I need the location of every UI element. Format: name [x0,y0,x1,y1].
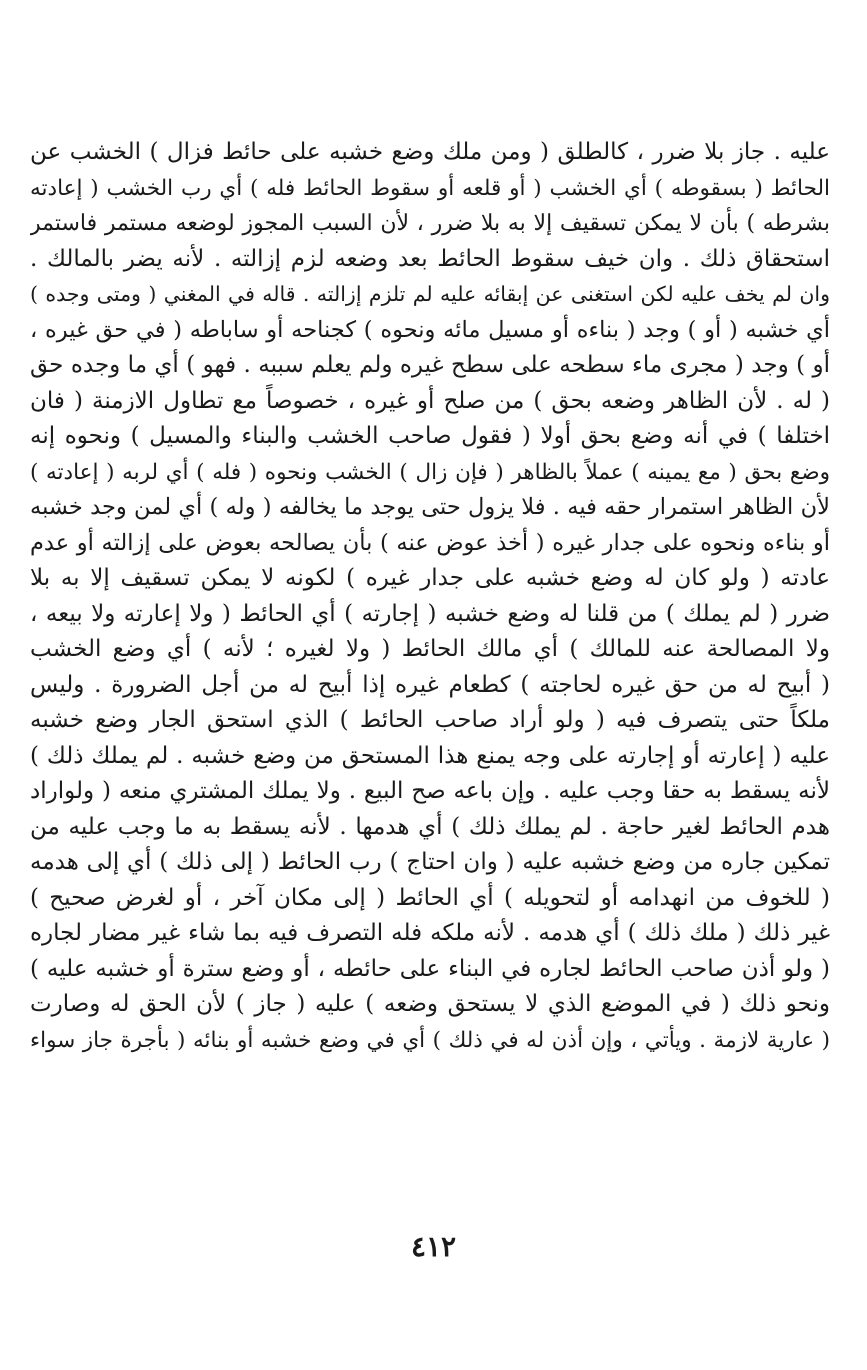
text-line: لأن الظاهر استمرار حقه فيه . فلا يزول حتى يوجد ما يخالفه ( وله ) أي لمن وجد خشبه [30,494,830,520]
text-line: أي خشبه ( أو ) وجد ( بناءه أو مسيل مائه ونحوه ) كجناحه أو ساباطه ( في حق غيره ، [30,316,830,343]
text-line: استحقاق ذلك . وان خيف سقوط الحائط بعد وضعه لزم إزالته . لأنه يضر بالمالك . [30,245,830,272]
text-line: اختلفا ) في أنه وضع بحق أولا ( فقول صاحب الخشب والبناء والمسيل ) ونحوه إنه [30,423,830,449]
text-line: وضع بحق ( مع يمينه ) عملاً بالظاهر ( فإن زال ) الخشب ونحوه ( فله ) أي لربه ( إعادته ) [30,459,830,485]
text-line: الحائط ( بسقوطه ) أي الخشب ( أو قلعه أو سقوط الحائط فله ) أي رب الخشب ( إعادته [30,175,830,201]
text-line: عادته ( ولو كان له وضع خشبه على جدار غيره ) لكونه لا يمكن تسقيف إلا به بلا [30,565,830,591]
text-line: ولا المصالحة عنه للمالك ) أي مالك الحائط ( ولا لغيره ؛ لأنه ) أي وضع الخشب [30,636,830,662]
text-line: ونحو ذلك ( في الموضع الذي لا يستحق وضعه ) عليه ( جاز ) لأن الحق له وصارت [30,991,830,1017]
text-line: ( للخوف من انهدامه أو لتحويله ) أي الحائط ( إلى مكان آخر ، أو لغرض صحيح ) [30,884,830,911]
body-text [30,135,830,1058]
text-line: أو بناءه ونحوه على جدار غيره ( أخذ عوض عنه ) بأن يصالحه بعوض على إزالته أو عدم [30,529,830,556]
text-line: ( له . لأن الظاهر وضعه بحق ) من صلح أو غيره ، خصوصاً مع تطاول الازمنة ( فان [30,387,830,414]
text-line: لأنه يسقط به حقا وجب عليه . وإن باعه صح البيع . ولا يملك المشتري منعه ( ولواراد [30,778,830,804]
text-line: ضرر ( لم يملك ) من قلنا له وضع خشبه ( إجارته ) أي الحائط ( ولا إعارته ولا بيعه ، [30,600,830,627]
text-line: ( أبيح له من حق غيره لحاجته ) كطعام غيره إذا أبيح له من أجل الضرورة . وليس [30,671,830,698]
text-line: غير ذلك ( ملك ذلك ) أي هدمه . لأنه ملكه فله التصرف فيه بما شاء غير مضار لجاره [30,920,830,946]
text-line: أو ) وجد ( مجرى ماء سطحه على سطح غيره ولم يعلم سببه . فهو ) أي ما وجده حق [30,352,830,378]
text-line: ملكاً حتى يتصرف فيه ( ولو أراد صاحب الحائط ) الذي استحق الجار وضع خشبه [30,707,830,733]
page-number: ٤١٢ [410,1230,457,1263]
text-line: ( ولو أذن صاحب الحائط لجاره في البناء على حائطه ، أو وضع سترة أو خشبه عليه ) [30,955,830,982]
text-line: تمكين جاره من وضع خشبه عليه ( وان احتاج ) رب الحائط ( إلى ذلك ) أي إلى هدمه [30,849,830,875]
text-line: وان لم يخف عليه لكن استغنى عن إبقائه عليه لم تلزم إزالته . قاله في المغني ( ومتى وجده ) [30,282,830,306]
text-line: عليه . جاز بلا ضرر ، كالطلق ( ومن ملك وضع خشبه على حائط فزال ) الخشب عن [30,139,830,165]
text-line: هدم الحائط لغير حاجة . لم يملك ذلك ) أي هدمها . لأنه يسقط به ما وجب عليه من [30,813,830,840]
text-line: ( عارية لازمة . ويأتي ، وإن أذن له في ذلك ) أي في وضع خشبه أو بنائه ( بأجرة جاز سواء [30,1027,830,1053]
text-line: عليه ( إعارته أو إجارته على وجه يمنع هذا المستحق من وضع خشبه . لم يملك ذلك ) [30,742,830,769]
text-line: بشرطه ) بأن لا يمكن تسقيف إلا به بلا ضرر ، لأن السبب المجوز لوضعه مستمر فاستمر [30,211,830,236]
